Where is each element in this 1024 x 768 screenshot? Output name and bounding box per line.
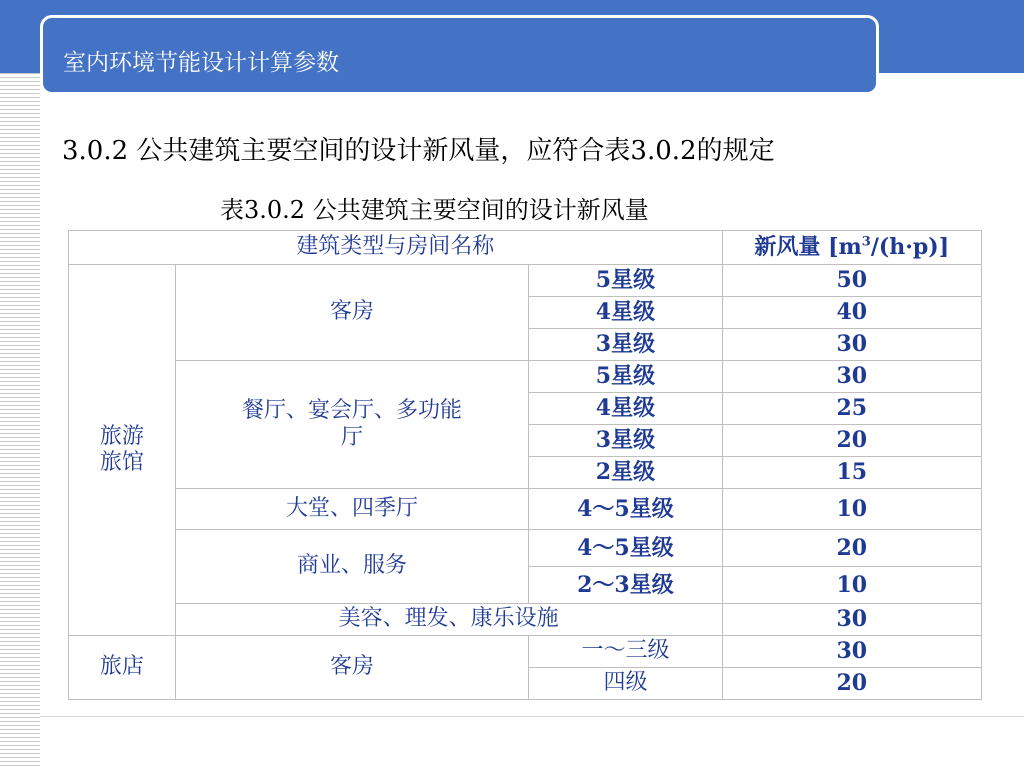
header-fresh-air: 新风量 $[m^3/(h\cdot p)]$ <box>722 231 981 265</box>
side-stripes <box>0 73 40 768</box>
value-cell: 40 <box>722 297 981 329</box>
value-cell: 10 <box>722 489 981 530</box>
value-cell: 30 <box>722 604 981 636</box>
grade-cell: 四级 <box>529 668 722 700</box>
table-caption: 表3.0.2 公共建筑主要空间的设计新风量 <box>220 196 649 224</box>
slide-title: 室内环境节能设计计算参数 <box>63 50 339 76</box>
room-inn: 客房 <box>175 636 529 700</box>
group-hotel: 旅游 旅馆 <box>69 265 176 636</box>
table-row <box>69 530 982 567</box>
value-cell: 50 <box>722 265 981 297</box>
value-cell: 30 <box>722 636 981 668</box>
grade-cell: 4～5星级 <box>529 530 722 567</box>
grade-cell: 5星级 <box>529 361 722 393</box>
grade-cell: 一～三级 <box>529 636 722 668</box>
grade-cell: 3星级 <box>529 425 722 457</box>
room-commerce: 商业、服务 <box>175 530 529 604</box>
grade-cell: 4星级 <box>529 393 722 425</box>
value-cell: 15 <box>722 457 981 489</box>
grade-cell: 2星级 <box>529 457 722 489</box>
grade-cell: 4星级 <box>529 297 722 329</box>
value-cell: 25 <box>722 393 981 425</box>
section-heading: 3.0.2 公共建筑主要空间的设计新风量，应符合表3.0.2的规定 <box>62 136 775 166</box>
value-cell: 20 <box>722 668 981 700</box>
value-cell: 10 <box>722 567 981 604</box>
header-building-type: 建筑类型与房间名称 <box>69 231 723 265</box>
footer-divider <box>40 716 1024 717</box>
ventilation-table <box>68 230 982 700</box>
table-header-row <box>69 231 982 265</box>
table-row <box>69 636 982 668</box>
table-row <box>69 361 982 393</box>
table-row <box>69 489 982 530</box>
group-inn: 旅店 <box>69 636 176 700</box>
room-beauty: 美容、理发、康乐设施 <box>175 604 722 636</box>
grade-cell: 4～5星级 <box>529 489 722 530</box>
value-cell: 20 <box>722 425 981 457</box>
grade-cell: 2～3星级 <box>529 567 722 604</box>
grade-cell: 5星级 <box>529 265 722 297</box>
room-restaurant: 餐厅、宴会厅、多功能 厅 <box>175 361 529 489</box>
title-bar <box>40 15 879 95</box>
value-cell: 30 <box>722 361 981 393</box>
value-cell: 30 <box>722 329 981 361</box>
table-row <box>69 604 982 636</box>
grade-cell: 3星级 <box>529 329 722 361</box>
room-lobby: 大堂、四季厅 <box>175 489 529 530</box>
table-row <box>69 265 982 297</box>
room-guest: 客房 <box>175 265 529 361</box>
value-cell: 20 <box>722 530 981 567</box>
